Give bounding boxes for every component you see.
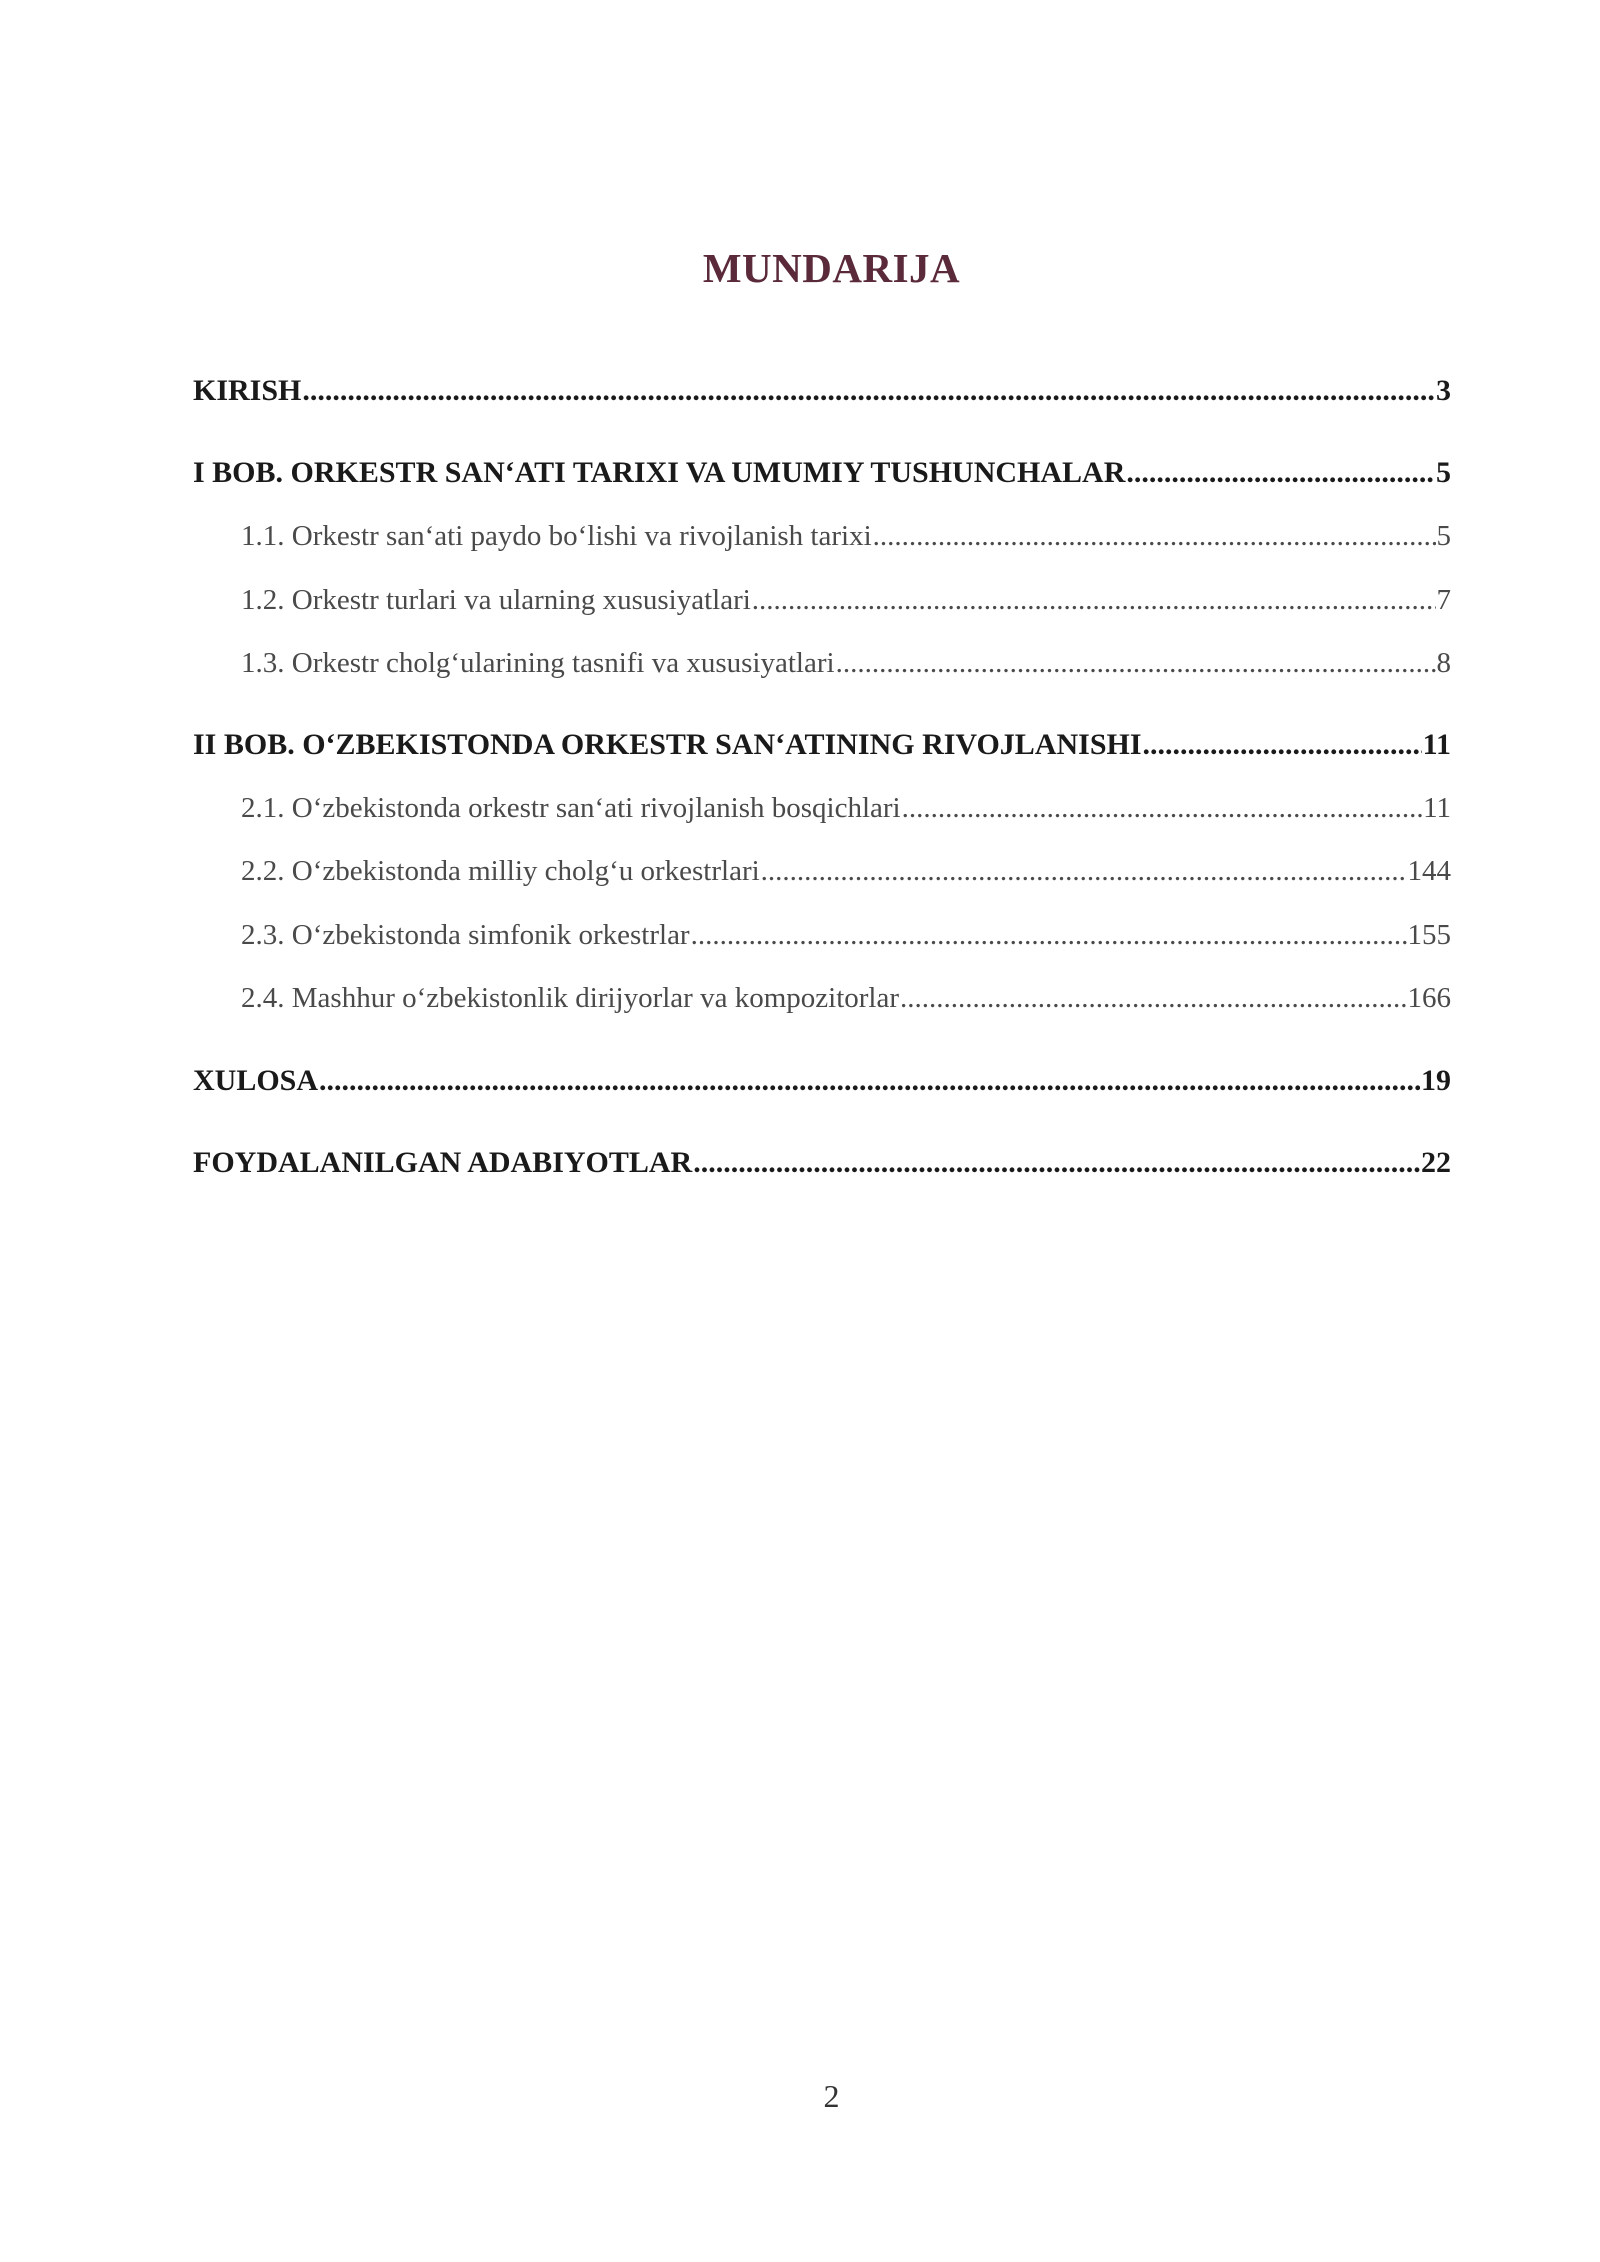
toc-entry-page: 19 [1421, 1064, 1451, 1097]
toc-entry-label: II BOB. O‘ZBEKISTONDA ORKESTR SAN‘ATINING RIVOJLANISHI [193, 728, 1142, 761]
toc-entry-page: 144 [1407, 855, 1451, 887]
dot-leader [873, 520, 1436, 553]
toc-entry-label: FOYDALANILGAN ADABIYOTLAR [193, 1146, 693, 1179]
toc-entry-label: 1.1. Orkestr san‘ati paydo bo‘lishi va rivojlanish tarixi [241, 520, 872, 552]
toc-entry-references[interactable] [193, 1146, 1451, 1180]
toc-entry-section-2-4[interactable] [241, 982, 1451, 1015]
toc-entry-kirish[interactable] [193, 374, 1451, 408]
toc-entry-label: 2.3. O‘zbekistonda simfonik orkestrlar [241, 919, 690, 951]
toc-entry-page: 155 [1407, 919, 1451, 951]
toc-entry-page: 22 [1421, 1146, 1451, 1179]
dot-leader [319, 1064, 1420, 1098]
toc-entry-page: 166 [1407, 982, 1451, 1014]
toc-entry-page: 11 [1422, 728, 1451, 761]
toc-entry-page: 8 [1436, 647, 1451, 679]
dot-leader [836, 647, 1436, 680]
toc-entry-page: 11 [1423, 792, 1451, 824]
dot-leader [691, 919, 1407, 952]
toc-entry-label: XULOSA [193, 1064, 319, 1097]
toc-entry-chapter-2[interactable] [193, 728, 1451, 762]
dot-leader [1143, 728, 1422, 762]
toc-entry-section-1-3[interactable] [241, 647, 1451, 680]
dot-leader [761, 855, 1407, 888]
toc-entry-page: 3 [1436, 374, 1451, 407]
toc-entry-page: 7 [1436, 584, 1451, 616]
toc-entry-section-2-2[interactable] [241, 855, 1451, 888]
toc-entry-label: 2.2. O‘zbekistonda milliy cholg‘u orkestrlari [241, 855, 760, 887]
toc-entry-label: 2.4. Mashhur o‘zbekistonlik dirijyorlar va kompozitorlar [241, 982, 899, 1014]
toc-entry-section-2-1[interactable] [241, 792, 1451, 825]
toc-entry-xulosa[interactable] [193, 1064, 1451, 1098]
toc-entry-section-2-3[interactable] [241, 919, 1451, 952]
page-number: 2 [823, 2078, 840, 2114]
toc-entry-section-1-2[interactable] [241, 584, 1451, 617]
dot-leader [693, 1146, 1420, 1180]
dot-leader [302, 374, 1435, 408]
dot-leader [902, 792, 1422, 825]
toc-entry-label: I BOB. ORKESTR SAN‘ATI TARIXI VA UMUMIY TUSHUNCHALAR [193, 456, 1126, 489]
toc-entry-label: 1.2. Orkestr turlari va ularning xususiyatlari [241, 584, 751, 616]
toc-entry-label: KIRISH [193, 374, 302, 407]
dot-leader [1126, 456, 1435, 490]
toc-entry-page: 5 [1436, 456, 1451, 489]
toc-entry-chapter-1[interactable] [193, 456, 1451, 490]
toc-entry-page: 5 [1436, 520, 1451, 552]
toc-entry-label: 2.1. O‘zbekistonda orkestr san‘ati rivojlanish bosqichlari [241, 792, 901, 824]
dot-leader [900, 982, 1407, 1015]
toc-entry-section-1-1[interactable] [241, 520, 1451, 553]
dot-leader [752, 584, 1436, 617]
toc-entry-label: 1.3. Orkestr cholg‘ularining tasnifi va xususiyatlari [241, 647, 835, 679]
page-title: MUNDARIJA [702, 245, 961, 291]
